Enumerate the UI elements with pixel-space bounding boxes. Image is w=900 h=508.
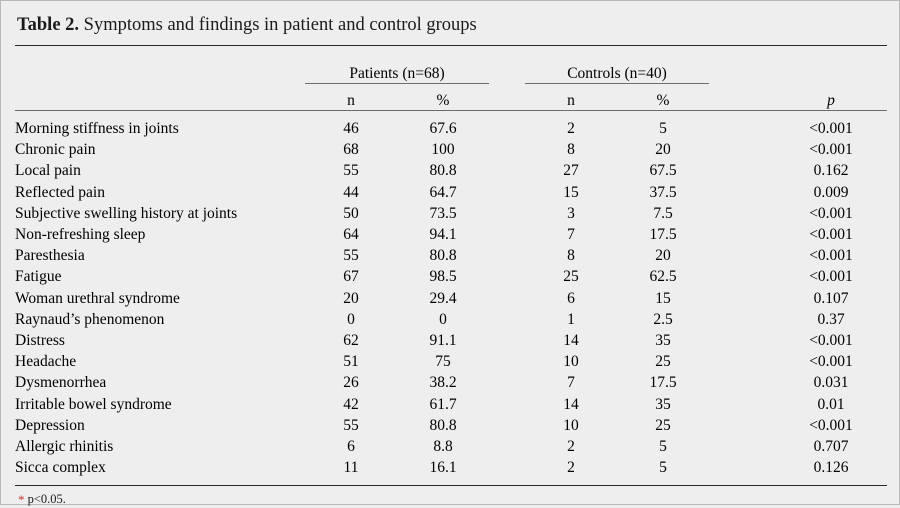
header-sub-blank [15, 84, 305, 111]
row-patients-pct: 8.8 [433, 438, 453, 456]
row-controls-pct: 17.5 [649, 226, 677, 244]
row-gap [489, 139, 525, 160]
row-p-value: 0.031 [813, 374, 849, 392]
row-label: Local pain [15, 162, 81, 180]
header-group-row [15, 53, 887, 84]
row-controls-n: 25 [563, 268, 579, 286]
row-controls-n: 1 [567, 310, 575, 328]
row-p-value: <0.001 [809, 268, 853, 286]
row-p-value: <0.001 [809, 226, 853, 244]
row-p-value: <0.001 [809, 141, 853, 159]
row-label: Sicca complex [15, 459, 106, 477]
row-gap-2 [709, 330, 775, 351]
row-p-value: 0.01 [817, 395, 845, 413]
row-patients-n: 67 [343, 268, 359, 286]
row-patients-pct: 98.5 [429, 268, 457, 286]
row-controls-n: 7 [567, 226, 575, 244]
table-bottom-rule [15, 478, 887, 486]
row-patients-pct: 61.7 [429, 395, 457, 413]
row-label: Subjective swelling history at joints [15, 204, 238, 222]
table-row [15, 224, 887, 245]
table-row [15, 266, 887, 287]
header-sub-row [15, 84, 887, 111]
row-label: Dysmenorrhea [15, 374, 107, 392]
row-controls-n: 7 [567, 374, 575, 392]
row-p-value: 0.162 [813, 162, 849, 180]
header-sub-p: p [827, 92, 835, 109]
row-gap [489, 457, 525, 478]
row-label: Paresthesia [15, 247, 85, 265]
header-gap-cell [489, 53, 525, 84]
row-gap [489, 330, 525, 351]
row-controls-pct: 67.5 [649, 162, 677, 180]
row-p-value: 0.009 [813, 183, 849, 201]
row-controls-n: 2 [567, 120, 575, 137]
header-sub-n-controls: n [567, 92, 575, 109]
table-row [15, 160, 887, 181]
row-gap-2 [709, 139, 775, 160]
row-controls-pct: 20 [655, 141, 671, 159]
row-patients-n: 50 [343, 204, 359, 222]
table-row [15, 309, 887, 330]
row-controls-pct: 35 [655, 395, 671, 413]
row-label: Irritable bowel syndrome [15, 395, 172, 413]
table-row [15, 436, 887, 457]
header-sub-gap [489, 84, 525, 111]
header-sub-pct-controls: % [656, 92, 670, 109]
row-p-value: <0.001 [809, 120, 853, 137]
row-p-value: 0.37 [817, 310, 845, 328]
row-p-value: 0.126 [813, 459, 849, 477]
row-controls-pct: 17.5 [649, 374, 677, 392]
row-gap-2 [709, 182, 775, 203]
footnote-marker: * [18, 492, 25, 508]
row-label: Woman urethral syndrome [15, 289, 180, 307]
row-gap [489, 436, 525, 457]
table-row [15, 118, 887, 139]
row-gap-2 [709, 224, 775, 245]
row-gap [489, 118, 525, 139]
row-gap-2 [709, 266, 775, 287]
row-label: Allergic rhinitis [15, 438, 114, 456]
row-p-value: 0.107 [813, 289, 849, 307]
row-patients-pct: 91.1 [429, 332, 457, 350]
row-controls-n: 8 [567, 141, 575, 159]
row-controls-n: 2 [567, 438, 575, 456]
row-patients-pct: 64.7 [429, 183, 457, 201]
row-controls-pct: 5 [659, 120, 667, 137]
row-label: Headache [15, 353, 77, 371]
row-patients-n: 6 [347, 438, 355, 456]
table-footer [15, 478, 887, 486]
row-gap [489, 182, 525, 203]
row-patients-pct: 100 [431, 141, 455, 159]
row-label: Morning stiffness in joints [15, 120, 179, 137]
row-label: Raynaud’s phenomenon [15, 310, 165, 328]
row-patients-n: 55 [343, 162, 359, 180]
row-patients-n: 62 [343, 332, 359, 350]
row-gap-2 [709, 457, 775, 478]
row-patients-n: 55 [343, 247, 359, 265]
row-p-value: <0.001 [809, 416, 853, 434]
row-controls-n: 14 [563, 332, 579, 350]
header-group-controls: Controls (n=40) [525, 53, 709, 84]
row-gap-2 [709, 309, 775, 330]
row-controls-pct: 5 [659, 459, 667, 477]
row-gap [489, 415, 525, 436]
row-patients-pct: 38.2 [429, 374, 457, 392]
row-gap-2 [709, 288, 775, 309]
row-gap [489, 288, 525, 309]
table-header [15, 46, 887, 119]
row-patients-n: 55 [343, 416, 359, 434]
row-label: Fatigue [15, 268, 62, 286]
table-row [15, 330, 887, 351]
header-bottom-rule [15, 111, 887, 119]
table-caption-label: Table 2. [17, 15, 80, 35]
row-patients-n: 44 [343, 183, 359, 201]
table-body [15, 118, 887, 478]
row-patients-n: 42 [343, 395, 359, 413]
header-blank-cell [15, 53, 305, 84]
table-row [15, 394, 887, 415]
row-label: Non-refreshing sleep [15, 226, 146, 244]
header-blank-p [775, 53, 887, 84]
row-patients-n: 51 [343, 353, 359, 371]
row-patients-pct: 80.8 [429, 247, 457, 265]
row-controls-n: 6 [567, 289, 575, 307]
row-controls-pct: 20 [655, 247, 671, 265]
row-gap-2 [709, 118, 775, 139]
row-label: Distress [15, 332, 65, 350]
row-gap-2 [709, 394, 775, 415]
row-patients-pct: 80.8 [429, 416, 457, 434]
table-row [15, 457, 887, 478]
row-patients-n: 0 [347, 310, 355, 328]
row-label: Reflected pain [15, 183, 105, 201]
table-row [15, 351, 887, 372]
table-row [15, 139, 887, 160]
row-p-value: <0.001 [809, 204, 853, 222]
header-sub-gap-2 [709, 84, 775, 111]
row-controls-n: 2 [567, 459, 575, 477]
row-controls-pct: 2.5 [653, 310, 673, 328]
table-row [15, 415, 887, 436]
row-patients-n: 68 [343, 141, 359, 159]
row-p-value: <0.001 [809, 353, 853, 371]
row-controls-n: 14 [563, 395, 579, 413]
row-controls-pct: 15 [655, 289, 671, 307]
row-gap-2 [709, 415, 775, 436]
table-caption-text: Symptoms and findings in patient and control groups [79, 15, 477, 35]
row-gap [489, 309, 525, 330]
header-group-patients: Patients (n=68) [305, 53, 489, 84]
row-controls-n: 27 [563, 162, 579, 180]
row-controls-pct: 7.5 [653, 204, 673, 222]
table-row [15, 372, 887, 393]
row-gap [489, 266, 525, 287]
row-patients-pct: 29.4 [429, 289, 457, 307]
row-patients-n: 11 [343, 459, 359, 477]
row-gap [489, 160, 525, 181]
row-controls-pct: 25 [655, 416, 671, 434]
row-patients-n: 46 [343, 120, 359, 137]
footnote-text: p<0.05. [24, 492, 66, 507]
row-gap-2 [709, 203, 775, 224]
row-controls-pct: 5 [659, 438, 667, 456]
row-gap-2 [709, 372, 775, 393]
row-patients-pct: 73.5 [429, 204, 457, 222]
table-row [15, 245, 887, 266]
row-gap-2 [709, 351, 775, 372]
table-row [15, 203, 887, 224]
row-gap [489, 394, 525, 415]
row-gap [489, 245, 525, 266]
row-gap-2 [709, 245, 775, 266]
row-patients-pct: 0 [439, 310, 447, 328]
row-controls-n: 8 [567, 247, 575, 265]
row-patients-n: 20 [343, 289, 359, 307]
table-row [15, 288, 887, 309]
row-patients-n: 26 [343, 374, 359, 392]
row-patients-pct: 80.8 [429, 162, 457, 180]
row-gap [489, 372, 525, 393]
row-controls-n: 15 [563, 183, 579, 201]
row-patients-pct: 94.1 [429, 226, 457, 244]
table-row [15, 182, 887, 203]
row-gap-2 [709, 160, 775, 181]
row-gap [489, 203, 525, 224]
row-gap [489, 224, 525, 245]
row-p-value: <0.001 [809, 247, 853, 265]
row-controls-pct: 35 [655, 332, 671, 350]
row-controls-n: 10 [563, 416, 579, 434]
symptoms-findings-table [15, 45, 887, 486]
row-label: Chronic pain [15, 141, 96, 159]
row-controls-n: 10 [563, 353, 579, 371]
row-gap-2 [709, 436, 775, 457]
row-controls-n: 3 [567, 204, 575, 222]
header-top-rule [15, 46, 887, 54]
table-caption [15, 11, 885, 45]
row-patients-pct: 75 [435, 353, 451, 371]
row-patients-pct: 16.1 [429, 459, 457, 477]
row-controls-pct: 62.5 [649, 268, 677, 286]
row-controls-pct: 25 [655, 353, 671, 371]
header-sub-pct-patients: % [436, 92, 450, 109]
header-sub-n-patients: n [347, 92, 355, 109]
row-label: Depression [15, 416, 85, 434]
row-patients-n: 64 [343, 226, 359, 244]
row-controls-pct: 37.5 [649, 183, 677, 201]
row-patients-pct: 67.6 [429, 120, 457, 137]
row-gap [489, 351, 525, 372]
header-gap-cell-2 [709, 53, 775, 84]
row-p-value: <0.001 [809, 332, 853, 350]
row-p-value: 0.707 [813, 438, 849, 456]
